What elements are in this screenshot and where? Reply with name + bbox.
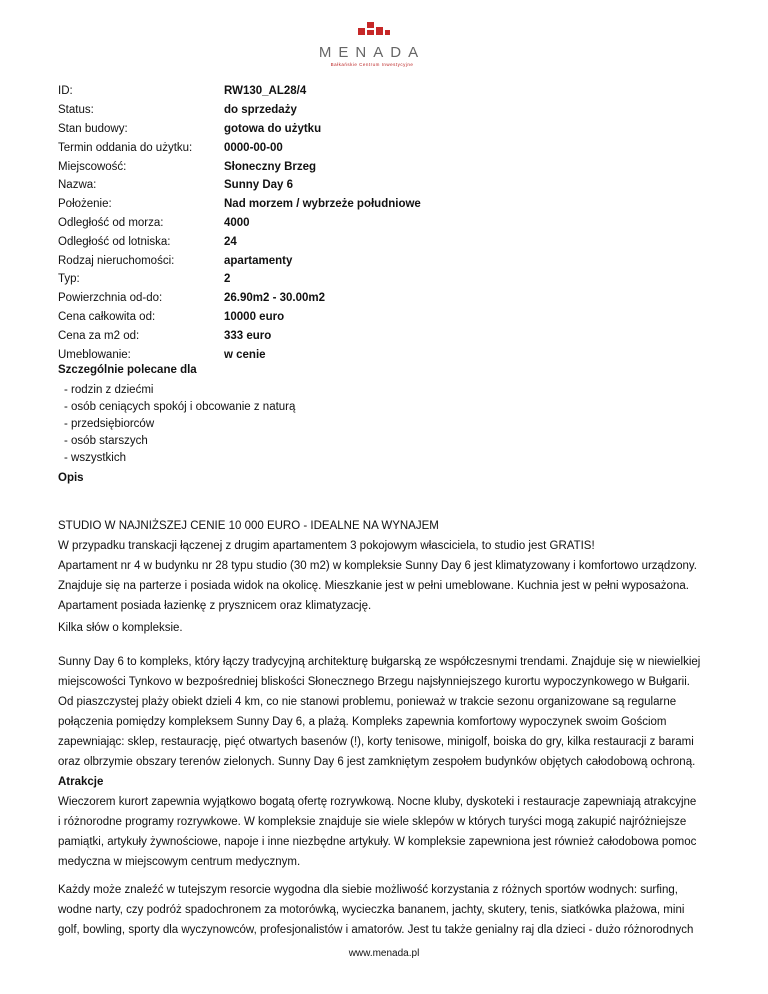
- property-details: [58, 82, 421, 364]
- property-value: 0000-00-00: [224, 141, 283, 154]
- property-label: Odległość od morza:: [58, 216, 164, 229]
- property-label: Rodzaj nieruchomości:: [58, 254, 175, 267]
- property-row: [58, 195, 421, 214]
- attractions-line: Wieczorem kurort zapewnia wyjątkowo bogatą ofertę rozrywkową. Nocne kluby, dyskoteki i restauracje zapewniają atrakcyjne: [58, 796, 697, 808]
- property-value: 2: [224, 273, 231, 286]
- list-item: - przedsiębiorców: [64, 418, 155, 430]
- property-label: Cena za m2 od:: [58, 329, 140, 342]
- property-label: Stan budowy:: [58, 122, 128, 135]
- complex-line: miejscowości Tynkovo w bezpośredniej bliskości Słonecznego Brzegu najsłynniejszego kurortu wypoczynkowego w Bułgarii.: [58, 676, 690, 688]
- attractions-line: Każdy może znaleźć w tutejszym resorcie wygodna dla siebie możliwość korzystania z różnych sportów wodnych: surfing,: [58, 884, 678, 896]
- property-value: 24: [224, 235, 237, 248]
- property-row: [58, 101, 421, 120]
- description-heading: Opis: [58, 472, 84, 484]
- description-line: W przypadku transkacji łączenej z drugim apartamentem 3 pokojowym własciciela, to studio jest GRATIS!: [58, 540, 595, 552]
- property-row: [58, 251, 421, 270]
- property-value: 26.90m2 - 30.00m2: [224, 292, 326, 305]
- property-row: [58, 345, 421, 364]
- list-item: - rodzin z dziećmi: [64, 384, 154, 396]
- property-label: Typ:: [58, 273, 80, 286]
- property-row: [58, 157, 421, 176]
- property-value: do sprzedaży: [224, 104, 297, 117]
- property-row: [58, 214, 421, 233]
- property-row: [58, 232, 421, 251]
- property-row: [58, 289, 421, 308]
- property-label: Umeblowanie:: [58, 348, 131, 361]
- description-intro: [58, 516, 697, 616]
- property-label: ID:: [58, 85, 73, 98]
- complex-line: Od piaszczystej plaży obiekt dzieli 4 km, co nie stanowi problemu, ponieważ w trakcie sezonu organizowane są regularne: [58, 696, 677, 708]
- attractions-line: wodne narty, czy podróż spadochronem za motorówką, wycieczka bananem, jachty, skutery, tenis, siatkówka plażowa, mini: [58, 904, 685, 916]
- property-value: 333 euro: [224, 329, 272, 342]
- property-row: [58, 326, 421, 345]
- property-value: w cenie: [224, 348, 266, 361]
- description-line: Apartament nr 4 w budynku nr 28 typu studio (30 m2) w kompleksie Sunny Day 6 jest klimatyzowany i komfortowo urządzony.: [58, 560, 697, 572]
- attractions-line: pamiątki, artykuły żywnościowe, napoje i inne niezbędne artykuły. W kompleksie zapewniona jest również całodobowa pomoc: [58, 836, 697, 848]
- property-label: Cena całkowita od:: [58, 310, 156, 323]
- attractions-heading: Atrakcje: [58, 776, 104, 788]
- complex-heading: Kilka słów o kompleksie.: [58, 622, 183, 634]
- property-label: Termin oddania do użytku:: [58, 141, 193, 154]
- property-label: Status:: [58, 104, 94, 117]
- logo-tagline: Bałkańskie Centrum Inwestycyjne: [330, 62, 414, 67]
- list-item: - wszystkich: [64, 452, 126, 464]
- attractions-paragraph-2: [58, 880, 693, 940]
- property-value: Słoneczny Brzeg: [224, 160, 317, 173]
- complex-line: Sunny Day 6 to kompleks, który łączy tradycyjną architekturę bułgarską ze współczesnymi trendami. Znajduje się w niewielkiej: [58, 656, 701, 668]
- list-item: - osób starszych: [64, 435, 148, 447]
- attractions-line: golf, bowling, sporty dla wyczynowców, profesjonalistów i amatorów. Jest tu także genialny raj dla dzieci - dużo różnorodnych: [58, 924, 694, 936]
- property-value: Nad morzem / wybrzeże południowe: [224, 198, 421, 211]
- description-line: Apartament posiada łazienkę z prysznicem oraz klimatyzację.: [58, 600, 372, 612]
- attractions-line: i różnorodne programy rozrywkowe. W kompleksie znajduje sie wiele sklepów w których turyści mogą zakupić najróżniejsze: [58, 816, 687, 828]
- property-label: Nazwa:: [58, 179, 97, 192]
- property-row: [58, 308, 421, 327]
- property-value: 10000 euro: [224, 310, 285, 323]
- property-row: [58, 270, 421, 289]
- property-value: apartamenty: [224, 254, 293, 267]
- complex-line: połączenia pomiędzy kompleksem Sunny Day 6, a plażą. Kompleks zapewnia komfortowy wypoczynek swoim Gościom: [58, 716, 667, 728]
- property-label: Położenie:: [58, 198, 112, 211]
- footer-url: www.menada.pl: [348, 948, 420, 959]
- recommended-heading: Szczególnie polecane dla: [58, 364, 197, 376]
- property-label: Powierzchnia od-do:: [58, 292, 163, 305]
- property-value: Sunny Day 6: [224, 179, 294, 192]
- description-line: Znajduje się na parterze i posiada widok na okolicę. Mieszkanie jest w pełni umeblowane. Kuchnia jest w pełni wyposażona.: [58, 580, 689, 592]
- recommended-section: [58, 364, 295, 467]
- logo-name: MENADA: [318, 44, 426, 61]
- property-label: Odległość od lotniska:: [58, 235, 171, 248]
- attractions-paragraph: [58, 792, 696, 872]
- property-value: 4000: [224, 216, 250, 229]
- logo-mark-icon: [350, 20, 394, 42]
- menada-logo: [312, 20, 432, 68]
- property-row: [58, 176, 421, 195]
- property-row: [58, 138, 421, 157]
- list-item: - osób ceniących spokój i obcowanie z naturą: [64, 401, 296, 413]
- property-row: [58, 120, 421, 139]
- complex-description: [58, 652, 700, 772]
- property-value: RW130_AL28/4: [224, 85, 307, 98]
- property-row: [58, 82, 421, 101]
- description-title: STUDIO W NAJNIŻSZEJ CENIE 10 000 EURO - IDEALNE NA WYNAJEM: [58, 520, 439, 532]
- property-label: Miejscowość:: [58, 160, 127, 173]
- attractions-line: medyczna w miejscowym centrum medycznym.: [58, 856, 301, 868]
- property-value: gotowa do użytku: [224, 122, 322, 135]
- complex-line: oraz olbrzymie obszary terenów zielonych. Sunny Day 6 jest zamkniętym zespołem budynków objętych całodobową ochroną.: [58, 756, 696, 768]
- complex-line: zapewniając: sklep, restaurację, pięć otwartych basenów (!), korty tenisowe, minigolf, boiska do gry, kilka restauracji z barami: [58, 736, 694, 748]
